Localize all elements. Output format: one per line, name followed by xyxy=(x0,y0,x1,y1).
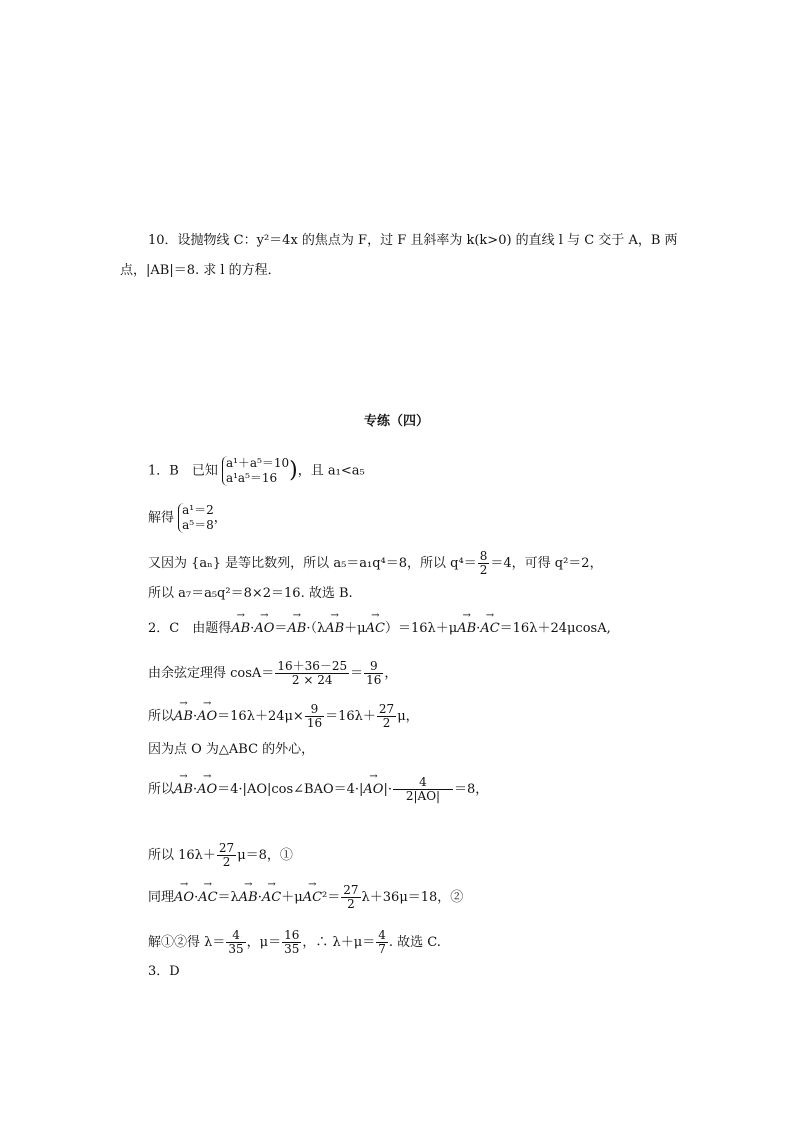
answer-2-line-5: 所以→ AB·→ AO＝4·|AO|cos∠BAO＝4·|→ AO|· $\frac{4}{2|AO|}$ ＝8， xyxy=(148,776,488,803)
answer-2-line-2: 由余弦定理得 cosA＝ $\frac{16+36-25}{2 \times 24}$ ＝ $\frac{9}{16}$ ， xyxy=(148,659,398,687)
fraction: $\frac{8}{2}$ xyxy=(479,549,488,577)
answer-2-line-7: 同理→ AO·→ AC＝λ→ AB·→ AC＋μ→ AC²＝ $\frac{27}{2}$ λ＋36μ＝18，② xyxy=(148,884,463,911)
question-10-line-2: 点，|AB|＝8. 求 l 的方程． xyxy=(120,263,281,278)
answer-2-line-1: 2．C 由题得→ AB·→ AO＝→ AB·（λ→ AB＋μ→ AC）＝16λ＋μ→ AB·→ AC＝16λ＋24μcosA, xyxy=(148,621,611,637)
answer-1-line-1: 1．B 已知 a¹＋a⁵＝10 a¹a⁵＝16 )，且 a₁<a₅ xyxy=(148,456,365,485)
answer-1-line-3: 又因为 {aₙ} 是等比数列，所以 a₅＝a₁q⁴＝8，所以 q⁴＝ $\frac{8}{2}$ ＝4，可得 q²＝2， xyxy=(148,549,603,577)
answer-2-line-8: 解①②得 λ＝ $\frac{4}{35}$ ，μ＝ $\frac{16}{35}$ ，∴ λ＋μ＝ $\frac{4}{7}$ . 故选 C. xyxy=(148,928,441,956)
answer-2-line-3: 所以→ AB·→ AO＝16λ＋24μ× $\frac{9}{16}$ ＝16λ＋ $\frac{27}{2}$ μ， xyxy=(148,703,419,730)
answer-2-line-6: 所以 16λ＋ $\frac{27}{2}$ μ＝8，① xyxy=(148,841,293,869)
answer-2-line-4: 因为点 O 为△ABC 的外心， xyxy=(148,742,315,757)
section-title: 专练（四） xyxy=(364,414,430,429)
equation-system: a¹＋a⁵＝10 a¹a⁵＝16 xyxy=(222,456,289,486)
answer-3-line: 3．D xyxy=(148,964,180,979)
answer-1-label: 1．B 已知 xyxy=(148,463,218,479)
answer-1-line-4: 所以 a₇＝a₅q²＝8×2＝16. 故选 B. xyxy=(148,586,353,601)
question-10-line-1: 10．设抛物线 C：y²＝4x 的焦点为 F，过 F 且斜率为 k(k>0) 的直线 l 与 C 交于 A，B 两 xyxy=(148,233,678,248)
answer-1-line-2: 解得 a¹＝2 a⁵＝8 ， xyxy=(148,503,227,532)
solution-system: a¹＝2 a⁵＝8 xyxy=(178,503,214,533)
